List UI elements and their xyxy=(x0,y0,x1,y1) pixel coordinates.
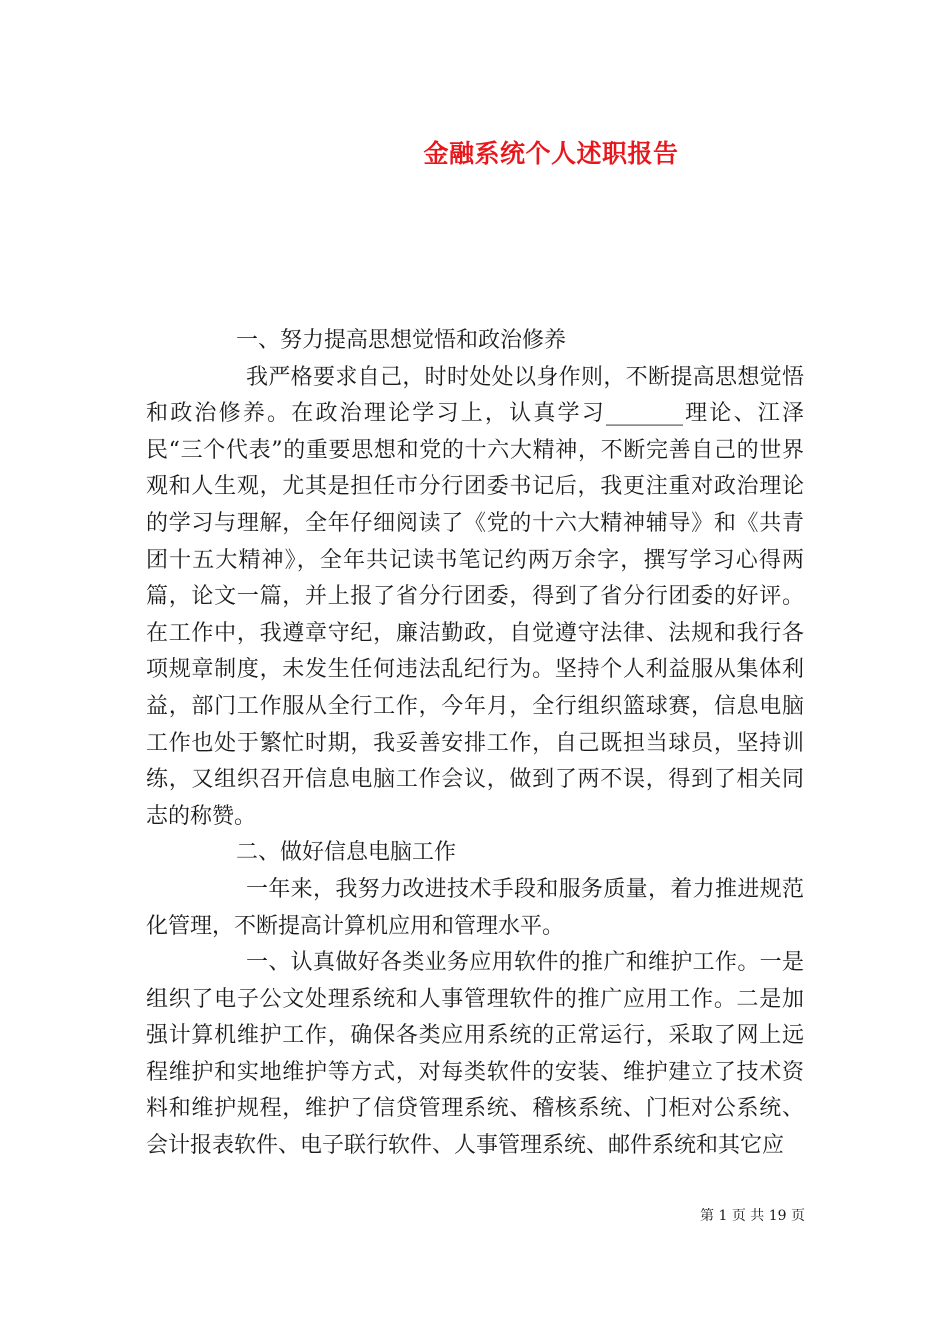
section-heading-1: 一、努力提高思想觉悟和政治修养 xyxy=(236,328,567,353)
document-body xyxy=(146,323,804,1165)
document-title: 金融系统个人述职报告 xyxy=(423,139,679,168)
page-number-footer: 第 1 页 共 19 页 xyxy=(700,1208,805,1224)
section-paragraph-1: 我严格要求自己，时时处处以身作则，不断提高思想觉悟和政治修养。在政治理论学习上，认真学习_______理论、江泽民“三个代表”的重要思想和党的十六大精神，不断完善自己的世界观和人生观，尤其是担任市分行团委书记后，我更注重对政治理论的学习与理解，全年仔细阅读了《党的十六大精神辅导》和《共青团十五大精神》，全年共记读书笔记约两万余字，撰写学习心得两篇，论文一篇，并上报了省分行团委，得到了省分行团委的好评。在工作中，我遵章守纪，廉洁勤政，自觉遵守法律、法规和我行各项规章制度，未发生任何违法乱纪行为。坚持个人利益服从集体利益，部门工作服从全行工作，今年月，全行组织篮球赛，信息电脑工作也处于繁忙时期，我妥善安排工作，自己既担当球员，坚持训练，又组织召开信息电脑工作会议，做到了两不误，得到了相关同志的称赞。 xyxy=(146,364,804,829)
section-paragraph-3: 一、认真做好各类业务应用软件的推广和维护工作。一是组织了电子公文处理系统和人事管理软件的推广应用工作。二是加强计算机维护工作，确保各类应用系统的正常运行，采取了网上远程维护和实地维护等方式，对每类软件的安装、维护建立了技术资料和维护规程，维护了信贷管理系统、稽核系统、门柜对公系统、会计报表软件、电子联行软件、人事管理系统、邮件系统和其它应 xyxy=(146,950,804,1159)
section-paragraph-2: 一年来，我努力改进技术手段和服务质量，着力推进规范化管理，不断提高计算机应用和管理水平。 xyxy=(146,876,804,939)
section-heading-2: 二、做好信息电脑工作 xyxy=(236,840,457,866)
